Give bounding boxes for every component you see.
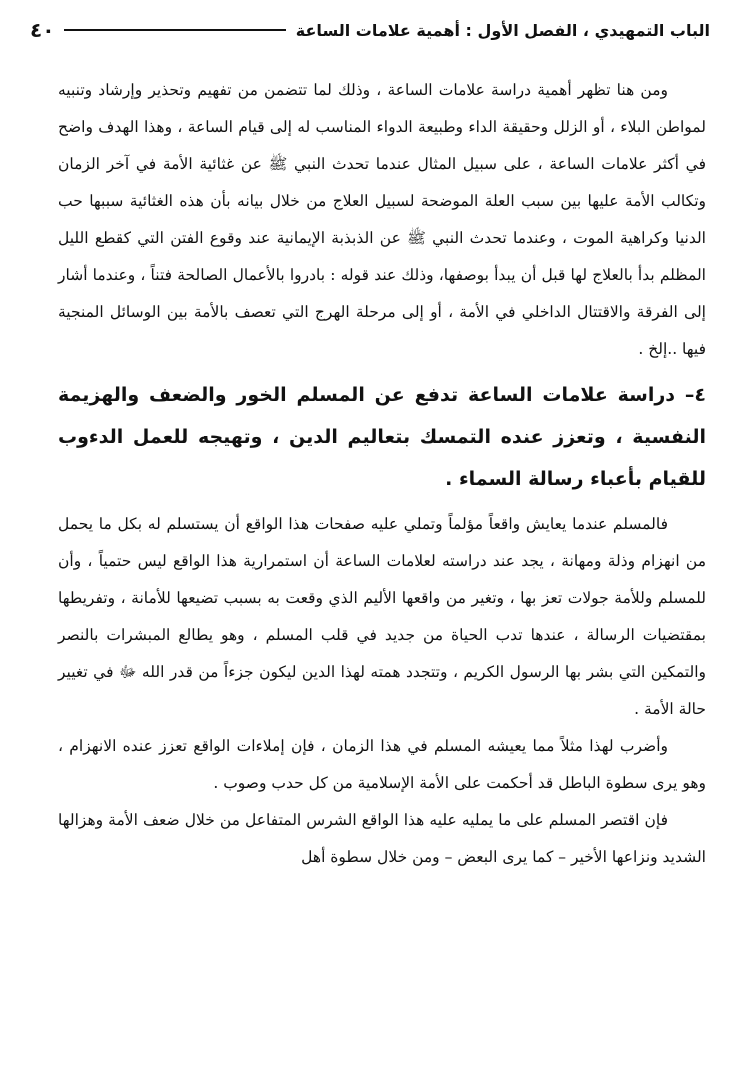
chapter-title: الباب التمهيدي ، الفصل الأول : أهمية علامات الساعة bbox=[295, 20, 710, 40]
section-heading: ٤– دراسة علامات الساعة تدفع عن المسلم الخور والضعف والهزيمة النفسية ، وتعزز عنده التمسك بتعاليم الدين ، وتهيجه للعمل الدءوب للقيام بأعباء رسالة السماء . bbox=[58, 384, 706, 490]
paragraph: فإن اقتصر المسلم على ما يمليه عليه هذا الواقع الشرس المتفاعل من خلال ضعف الأمة وهزالها الشديد ونزاعها الأخير – كما يرى البعض – ومن خلال سطوة أهل bbox=[58, 811, 706, 866]
paragraph: فالمسلم عندما يعايش واقعاً مؤلماً وتملي عليه صفحات هذا الواقع أن يستسلم له بكل ما يحمل من انهزام وذلة ومهانة ، يجد عند دراسته لعلامات الساعة أن استمرارية هذا الواقع ليس حتمياً ، وأن للمسلم وللأمة جولات تعز بها ، وتغير من واقعها الأليم الذي وقعت به بسبب تضيعها للأمانة ، وتفريطها بمقتضيات الرسالة ، عندها تدب الحياة من جديد في قلب المسلم ، وهو يطالع المبشرات بالنصر والتمكين التي بشر بها الرسول الكريم ، وتتجدد همته لهذا الدين ليكون جزءاً من قدر الله ﷻ في تغيير حالة الأمة . bbox=[58, 515, 706, 718]
paragraph: ومن هنا تظهر أهمية دراسة علامات الساعة ، وذلك لما تتضمن من تفهيم وتحذير وإرشاد وتنبيه لمواطن البلاء ، أو الزلل وحقيقة الداء وطبيعة الدواء المناسب له إلى قيام الساعة ، وهذا الهدف واضح في أكثر علامات الساعة ، على سبيل المثال عندما تحدث النبي ﷺ عن غثائية الأمة في آخر الزمان وتكالب الأمة عليها بين سبب العلة الموضحة لسبيل العلاج من خلال بيانه بأن هذه الغثائية سببها حب الدنيا وكراهية الموت ، وعندما تحدث النبي ﷺ عن الذبذبة الإيمانية عند وقوع الفتن التي كقطع الليل المظلم بدأ بالعلاج لها قبل أن يبدأ بوصفها، وذلك عند قوله : بادروا بالأعمال الصالحة فتناً ، وعندما أشار إلى الفرقة والاقتتال الداخلي في الأمة ، أو إلى مرحلة الهرج التي تعصف بالأمة بين الوسائل المنجية فيها ..إلخ . bbox=[58, 81, 706, 358]
paragraph: وأضرب لهذا مثلاً مما يعيشه المسلم في هذا الزمان ، فإن إملاءات الواقع تعزز عنده الانهزام ، وهو يرى سطوة الباطل قد أحكمت على الأمة الإسلامية من كل حدب وصوب . bbox=[58, 737, 706, 792]
running-header bbox=[30, 14, 710, 46]
page-number: ٤٠ bbox=[30, 18, 55, 42]
header-divider bbox=[64, 29, 285, 31]
page-body bbox=[58, 72, 706, 876]
